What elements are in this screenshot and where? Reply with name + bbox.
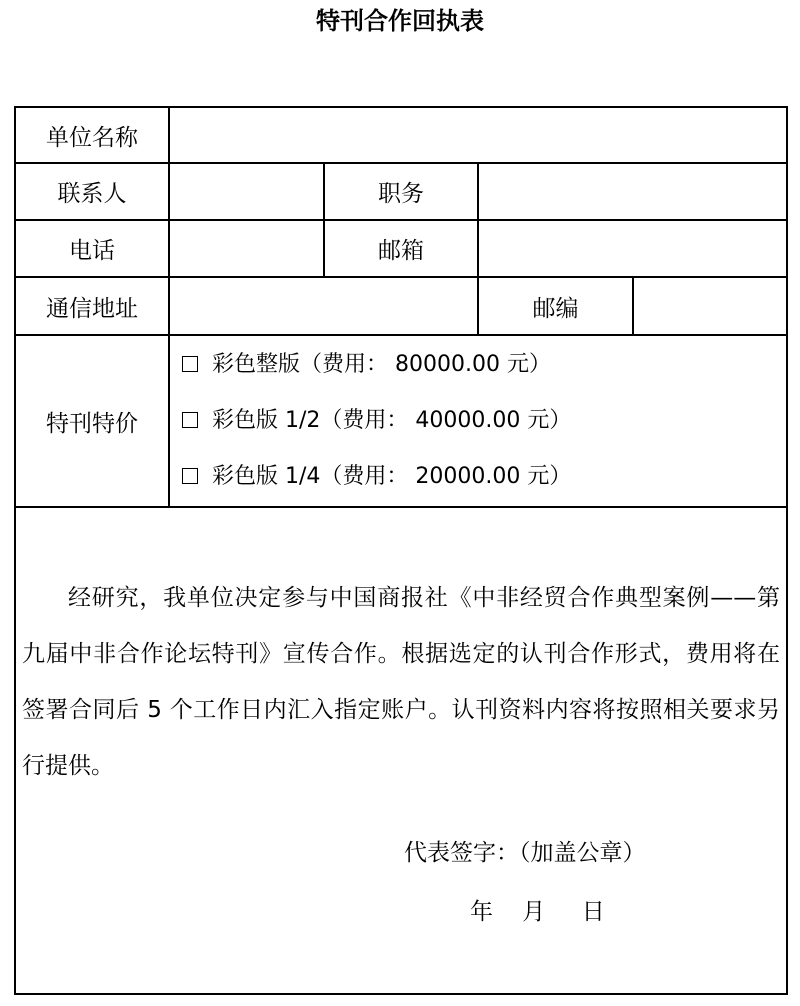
row-phone [15, 220, 787, 277]
row-price [15, 335, 787, 507]
contact-label: 联系人 [15, 163, 169, 220]
price-option-quarter-page[interactable] [182, 449, 786, 505]
row-statement [15, 507, 787, 994]
price-option-full-page[interactable] [182, 337, 786, 393]
form-title: 特刊合作回执表 [316, 7, 484, 35]
price-options-cell [169, 335, 787, 507]
phone-field[interactable] [169, 220, 324, 277]
statement-cell [15, 507, 787, 994]
contact-field[interactable] [169, 163, 324, 220]
option-label: 彩色版 1/4（费用： 20000.00 元） [212, 464, 572, 489]
address-field[interactable] [169, 277, 478, 335]
checkbox-icon[interactable] [182, 468, 198, 484]
checkbox-icon[interactable] [182, 412, 198, 428]
option-label: 彩色整版（费用： 80000.00 元） [212, 352, 551, 377]
option-label: 彩色版 1/2（费用： 40000.00 元） [212, 408, 572, 433]
email-label: 邮箱 [324, 220, 478, 277]
receipt-form-table [14, 106, 788, 995]
date-line: 年 月 日 [470, 899, 605, 925]
checkbox-icon[interactable] [182, 356, 198, 372]
signature-line: 代表签字：（加盖公章） [404, 840, 646, 866]
row-unit-name [15, 107, 787, 163]
phone-label: 电话 [15, 220, 169, 277]
price-option-half-page[interactable] [182, 393, 786, 449]
statement-text: 经研究，我单位决定参与中国商报社《中非经贸合作典型案例——第九届中非合作论坛特刊》宣传合作。根据选定的认刊合作形式，费用将在签署合同后 5 个工作日内汇入指定账户。认刊资料内容将按照相关要求另行提供。 [22, 585, 780, 779]
position-label: 职务 [324, 163, 478, 220]
email-field[interactable] [478, 220, 787, 277]
unit-name-field[interactable] [169, 107, 787, 163]
row-contact [15, 163, 787, 220]
unit-name-label: 单位名称 [15, 107, 169, 163]
postcode-label: 邮编 [478, 277, 633, 335]
position-field[interactable] [478, 163, 787, 220]
postcode-field[interactable] [633, 277, 787, 335]
price-label: 特刊特价 [15, 335, 169, 507]
address-label: 通信地址 [15, 277, 169, 335]
row-address [15, 277, 787, 335]
